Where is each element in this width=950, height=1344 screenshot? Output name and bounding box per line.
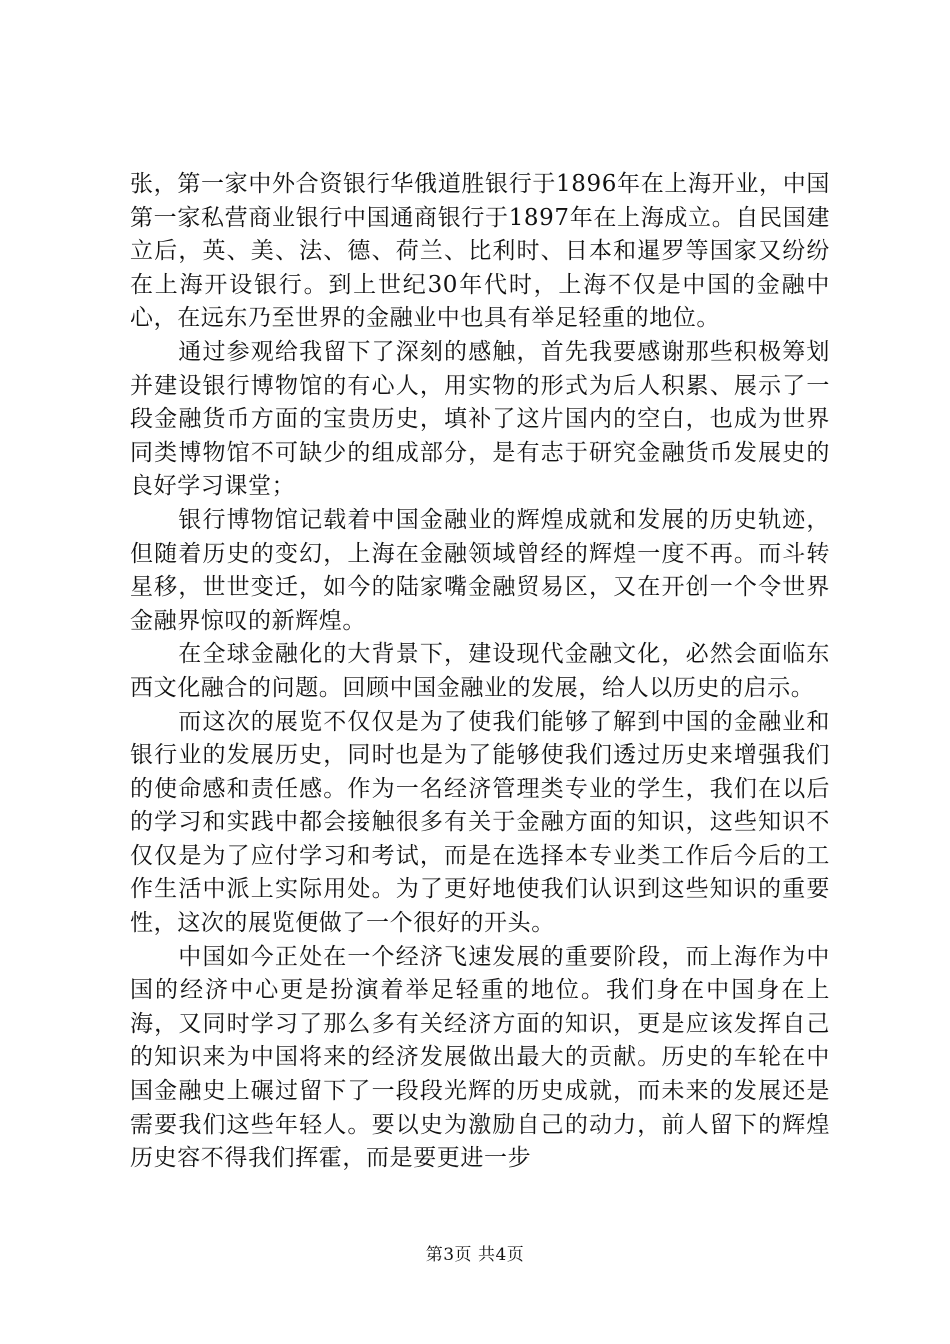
paragraph: 在全球金融化的大背景下，建设现代金融文化，必然会面临东西文化融合的问题。回顾中国金融业的发展，给人以历史的启示。 [130, 641, 830, 701]
document-body [130, 168, 830, 1176]
paragraph: 通过参观给我留下了深刻的感触，首先我要感谢那些积极筹划并建设银行博物馆的有心人，用实物的形式为后人积累、展示了一段金融货币方面的宝贵历史，填补了这片国内的空白，也成为世界同类博物馆不可缺少的组成部分，是有志于研究金融货币发展史的良好学习课堂； [130, 338, 830, 500]
page-number-footer: 第3页 共4页 [425, 1245, 525, 1265]
paragraph: 而这次的展览不仅仅是为了使我们能够了解到中国的金融业和银行业的发展历史，同时也是为了能够使我们透过历史来增强我们的使命感和责任感。作为一名经济管理类专业的学生，我们在以后的学习和实践中都会接触很多有关于金融方面的知识，这些知识不仅仅是为了应付学习和考试，而是在选择本专业类工作后今后的工作生活中派上实际用处。为了更好地使我们认识到这些知识的重要性，这次的展览便做了一个很好的开头。 [130, 708, 830, 937]
paragraph: 中国如今正处在一个经济飞速发展的重要阶段，而上海作为中国的经济中心更是扮演着举足轻重的地位。我们身在中国身在上海，又同时学习了那么多有关经济方面的知识，更是应该发挥自己的知识来为中国将来的经济发展做出最大的贡献。历史的车轮在中国金融史上碾过留下了一段段光辉的历史成就，而未来的发展还是需要我们这些年轻人。要以史为激励自己的动力，前人留下的辉煌历史容不得我们挥霍，而是要更进一步 [130, 943, 830, 1172]
paragraph-continuation: 张，第一家中外合资银行华俄道胜银行于1896年在上海开业，中国第一家私营商业银行中国通商银行于1897年在上海成立。自民国建立后，英、美、法、德、荷兰、比利时、日本和暹罗等国家又纷纷在上海开设银行。到上世纪30年代时，上海不仅是中国的金融中心，在远东乃至世界的金融业中也具有举足轻重的地位。 [130, 171, 830, 332]
paragraph: 银行博物馆记载着中国金融业的辉煌成就和发展的历史轨迹，但随着历史的变幻，上海在金融领域曾经的辉煌一度不再。而斗转星移，世世变迁，如今的陆家嘴金融贸易区，又在开创一个令世界金融界惊叹的新辉煌。 [130, 506, 830, 634]
